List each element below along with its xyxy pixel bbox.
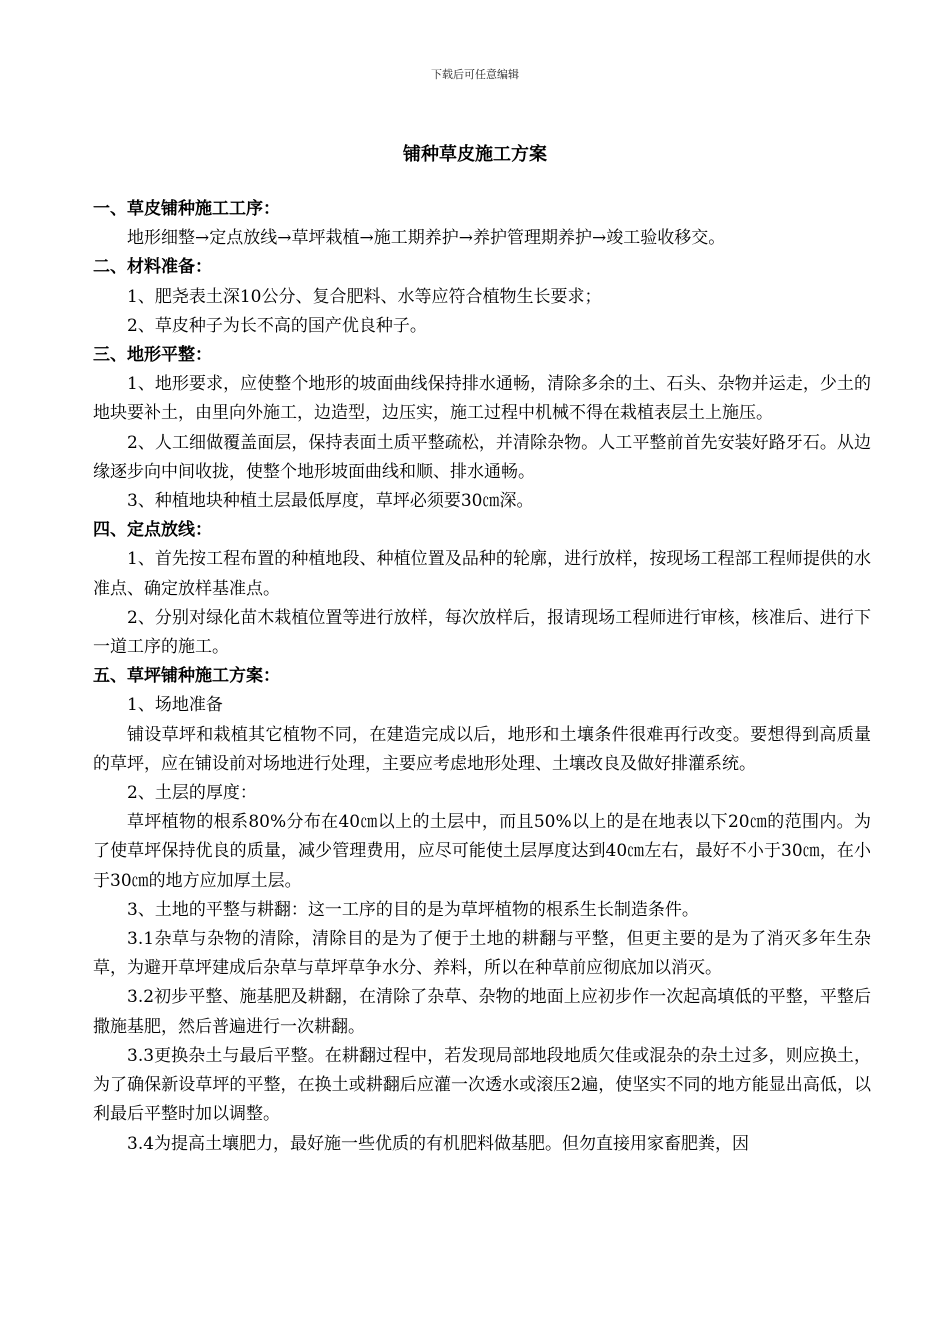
paragraph: 2、草皮种子为长不高的国产优良种子。 — [127, 315, 427, 336]
paragraph: 3.4为提高土壤肥力，最好施一些优质的有机肥料做基肥。但勿直接用家畜肥粪，因 — [127, 1133, 750, 1154]
paragraph: 3、土地的平整与耕翻：这一工序的目的是为草坪植物的根系生长制造条件。 — [127, 899, 699, 920]
paragraph: 2、人工细做覆盖面层，保持表面土质平整疏松，并清除杂物。人工平整前首先安装好路牙石。从边缘逐步向中间收拢，使整个地形坡面曲线和顺、排水通畅。 — [93, 432, 871, 482]
paragraph: 2、土层的厚度： — [127, 783, 257, 804]
section-heading: 五、草坪铺种施工方案： — [93, 666, 280, 687]
section-heading: 四、定点放线： — [93, 520, 212, 541]
header-note: 下载后可任意编辑 — [431, 68, 519, 81]
paragraph: 3.1杂草与杂物的清除，清除目的是为了便于土地的耕翻与平整，但更主要的是为了消灭多年生杂草，为避开草坪建成后杂草与草坪草争水分、养料，所以在种草前应彻底加以消灭。 — [93, 929, 871, 979]
paragraph: 3.3更换杂土与最后平整。在耕翻过程中，若发现局部地段地质欠佳或混杂的杂土过多，则应换土，为了确保新设草坪的平整，在换土或耕翻后应灌一次透水或滚压2遍，使坚实不同的地方能显出高低，以利最后平整时加以调整。 — [93, 1045, 871, 1125]
paragraph: 1、地形要求，应使整个地形的坡面曲线保持排水通畅，清除多余的土、石头、杂物并运走，少土的地块要补土，由里向外施工，边造型，边压实，施工过程中机械不得在栽植表层土上施压。 — [93, 374, 871, 424]
section-heading: 二、材料准备： — [93, 257, 212, 278]
document-title: 铺种草皮施工方案 — [403, 144, 547, 165]
paragraph: 2、分别对绿化苗木栽植位置等进行放样，每次放样后，报请现场工程师进行审核，核准后、进行下一道工序的施工。 — [93, 607, 871, 658]
paragraph: 1、肥尧表土深10公分、复合肥料、水等应符合植物生长要求； — [127, 286, 602, 307]
section-heading: 三、地形平整： — [93, 345, 212, 366]
paragraph: 1、首先按工程布置的种植地段、种植位置及品种的轮廓，进行放样，按现场工程部工程师提供的水准点、确定放样基准点。 — [93, 549, 871, 599]
paragraph: 3.2初步平整、施基肥及耕翻，在清除了杂草、杂物的地面上应初步作一次起高填低的平整，平整后撒施基肥，然后普遍进行一次耕翻。 — [93, 987, 871, 1037]
paragraph: 1、场地准备 — [127, 695, 223, 716]
paragraph: 3、种植地块种植土层最低厚度，草坪必须要30㎝深。 — [127, 491, 534, 512]
paragraph: 草坪植物的根系80%分布在40㎝以上的土层中，而且50%以上的是在地表以下20㎝的范围内。为了使草坪保持优良的质量，减少管理费用，应尽可能使土层厚度达到40㎝左右，最好不小于30㎝，在小于30㎝的地方应加厚土层。 — [93, 812, 871, 891]
section-heading: 一、草皮铺种施工工序： — [93, 199, 280, 219]
document-body — [93, 195, 871, 1159]
paragraph: 地形细整→定点放线→草坪栽植→施工期养护→养护管理期养护→竣工验收移交。 — [127, 228, 726, 249]
paragraph: 铺设草坪和栽植其它植物不同，在建造完成以后，地形和土壤条件很难再行改变。要想得到高质量的草坪，应在铺设前对场地进行处理，主要应考虑地形处理、土壤改良及做好排灌系统。 — [93, 724, 871, 774]
